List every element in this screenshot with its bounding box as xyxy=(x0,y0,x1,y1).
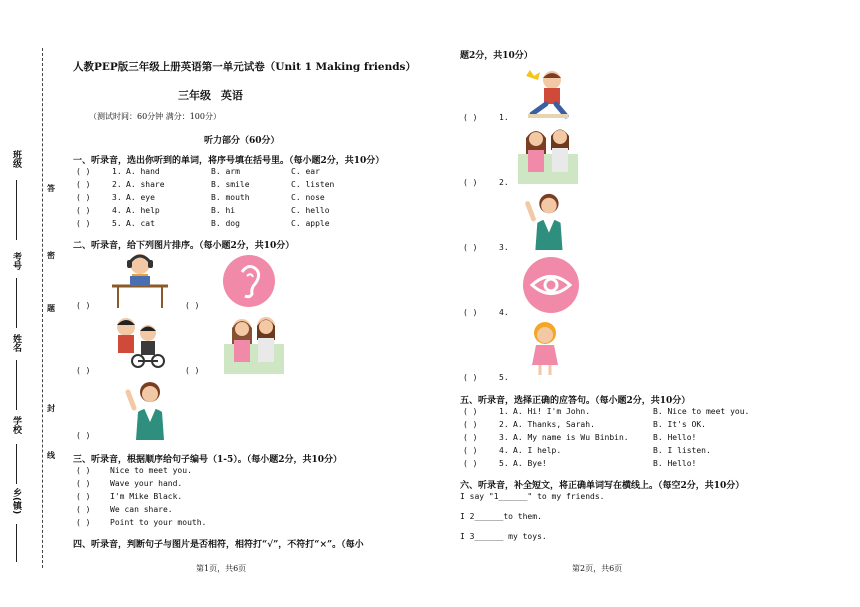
answer-paren[interactable]: ( ) xyxy=(463,373,478,382)
list-item xyxy=(76,466,376,478)
item-number: 3. xyxy=(112,193,122,202)
section-5-heading: 五、听录音，选择正确的应答句。（每小题2分，共10分） xyxy=(460,396,691,406)
answer-paren[interactable]: ( ) xyxy=(463,308,478,317)
boys-scooter-picture xyxy=(108,315,174,369)
list-item xyxy=(76,505,376,517)
item-number: 5. xyxy=(499,459,509,468)
list-item xyxy=(76,492,376,504)
option-a: A. Bye! xyxy=(513,459,547,468)
seal-char-xian: 线 xyxy=(47,451,55,460)
option-a: A. My name is Wu Binbin. xyxy=(513,433,629,442)
item-number: 5. xyxy=(499,373,509,382)
answer-paren[interactable]: ( ) xyxy=(76,180,91,189)
option-a: A. I help. xyxy=(513,446,562,455)
option-a: A. Thanks, Sarah. xyxy=(513,420,595,429)
option-b: B. hi xyxy=(211,206,236,215)
answer-paren[interactable]: ( ) xyxy=(76,206,91,215)
list-item xyxy=(463,178,543,190)
option-a: A. hand xyxy=(126,167,160,176)
option-b: B. It's OK. xyxy=(653,420,706,429)
item-number: 1. xyxy=(112,167,122,176)
list-item xyxy=(76,193,416,205)
answer-paren[interactable]: ( ) xyxy=(76,492,91,501)
item-number: 3. xyxy=(499,243,509,252)
answer-paren[interactable]: ( ) xyxy=(463,433,478,442)
woman-waving-picture xyxy=(518,190,576,250)
option-b: B. mouth xyxy=(211,193,250,202)
list-item xyxy=(76,518,376,530)
page-2-footer: 第2页，共6页 xyxy=(572,564,623,573)
option-b: B. Hello! xyxy=(653,459,697,468)
option-b: B. Nice to meet you. xyxy=(653,407,750,416)
seal-char-feng: 封 xyxy=(47,404,55,413)
option-c: C. listen xyxy=(291,180,335,189)
item-number: 5. xyxy=(112,219,122,228)
option-b: B. dog xyxy=(211,219,240,228)
option-c: C. apple xyxy=(291,219,330,228)
list-item xyxy=(463,407,803,419)
school-label: 学校 xyxy=(11,416,21,434)
exam-title: 人教PEP版三年级上册英语第一单元试卷（Unit 1 Making friends） xyxy=(73,61,416,73)
option-c: C. hello xyxy=(291,206,330,215)
list-item xyxy=(76,206,416,218)
option-a: A. eye xyxy=(126,193,155,202)
answer-paren[interactable]: ( ) xyxy=(76,366,91,375)
seal-dashed-line xyxy=(42,48,43,568)
option-b: B. Hello! xyxy=(653,433,697,442)
section-2-heading: 二、听录音，给下列图片排序。（每小题2分，共10分） xyxy=(73,241,295,251)
township-label: 乡(镇) xyxy=(11,488,21,515)
seal-char-mi: 密 xyxy=(47,251,55,260)
boy-hurt-picture xyxy=(518,66,574,120)
seal-char-da: 答 xyxy=(47,184,55,193)
section-3-heading: 三、听录音，根据顺序给句子编号（1-5）。（每小题2分，共10分） xyxy=(73,455,343,465)
ear-picture xyxy=(222,254,276,308)
option-a: A. Hi! I'm John. xyxy=(513,407,591,416)
school-field[interactable] xyxy=(16,444,17,484)
item-number: 4. xyxy=(499,446,509,455)
name-field[interactable] xyxy=(16,360,17,410)
sentence-text: Wave your hand. xyxy=(110,479,183,488)
woman-waving-picture xyxy=(120,378,176,440)
answer-paren[interactable]: ( ) xyxy=(463,420,478,429)
section-4-heading: 四、听录音，判断句子与图片是否相符，相符打“√”，不符打“×”。（每小 xyxy=(73,540,364,550)
list-item xyxy=(76,167,416,179)
section-1-heading: 一、听录音，选出你听到的单词，将序号填在括号里。（每小题2分，共10分） xyxy=(73,156,385,166)
list-item xyxy=(463,373,543,385)
answer-paren[interactable]: ( ) xyxy=(185,366,200,375)
listening-section-title: 听力部分（60分） xyxy=(204,136,280,146)
section-6-heading: 六、听录音，补全短文，将正确单词写在横线上。（每空2分，共10分） xyxy=(460,481,745,491)
eye-picture xyxy=(522,256,580,314)
binding-margin xyxy=(0,0,58,607)
list-item xyxy=(463,446,803,458)
list-item xyxy=(463,420,803,432)
option-b: B. smile xyxy=(211,180,250,189)
item-number: 4. xyxy=(499,308,509,317)
item-number: 3. xyxy=(499,433,509,442)
item-number: 1. xyxy=(499,113,509,122)
sentence-text: Nice to meet you. xyxy=(110,466,192,475)
item-number: 1. xyxy=(499,407,509,416)
list-item xyxy=(76,180,416,192)
two-girls-picture xyxy=(224,314,284,374)
exam-meta: （测试时间：60分钟 满分：100分） xyxy=(89,112,221,121)
class-label: 班级 xyxy=(11,150,21,168)
item-number: 2. xyxy=(112,180,122,189)
list-item xyxy=(76,219,416,231)
answer-paren[interactable]: ( ) xyxy=(463,243,478,252)
item-number: 2. xyxy=(499,178,509,187)
option-a: A. cat xyxy=(126,219,155,228)
exam-number-label: 考号 xyxy=(11,252,21,270)
answer-paren[interactable]: ( ) xyxy=(463,446,478,455)
sentence-text: Point to your mouth. xyxy=(110,518,207,527)
list-item xyxy=(463,433,803,445)
sentence-text: I'm Mike Black. xyxy=(110,492,183,501)
page-1-footer: 第1页，共6页 xyxy=(196,564,247,573)
item-number: 4. xyxy=(112,206,122,215)
list-item xyxy=(463,459,803,471)
item-number: 2. xyxy=(499,420,509,429)
two-girls-picture xyxy=(518,124,578,184)
answer-paren[interactable]: ( ) xyxy=(463,178,478,187)
girl-pink-dress-picture xyxy=(528,321,562,377)
answer-paren[interactable]: ( ) xyxy=(76,167,91,176)
answer-paren[interactable]: ( ) xyxy=(76,219,91,228)
township-field[interactable] xyxy=(16,524,17,562)
answer-paren[interactable]: ( ) xyxy=(76,431,91,440)
answer-paren[interactable]: ( ) xyxy=(76,466,91,475)
answer-paren[interactable]: ( ) xyxy=(463,459,478,468)
option-a: A. share xyxy=(126,180,165,189)
answer-paren[interactable]: ( ) xyxy=(76,193,91,202)
name-label: 姓名 xyxy=(11,334,21,352)
seal-char-ti: 题 xyxy=(47,304,55,313)
answer-paren[interactable]: ( ) xyxy=(463,407,478,416)
option-b: B. I listen. xyxy=(653,446,711,455)
answer-paren[interactable]: ( ) xyxy=(76,301,91,310)
answer-paren[interactable]: ( ) xyxy=(463,113,478,122)
list-item xyxy=(463,308,543,320)
option-b: B. arm xyxy=(211,167,240,176)
class-field[interactable] xyxy=(16,180,17,240)
answer-paren[interactable]: ( ) xyxy=(76,479,91,488)
answer-paren[interactable]: ( ) xyxy=(76,505,91,514)
list-item xyxy=(76,479,376,491)
fill-in-line-3[interactable]: I 3______ my toys. xyxy=(460,532,547,541)
fill-in-line-2[interactable]: I 2______to them. xyxy=(460,512,542,521)
section-4-heading-continued: 题2分，共10分） xyxy=(460,51,533,61)
exam-number-field[interactable] xyxy=(16,278,17,328)
boy-listening-picture xyxy=(108,250,172,310)
option-c: C. nose xyxy=(291,193,325,202)
answer-paren[interactable]: ( ) xyxy=(76,518,91,527)
fill-in-line-1[interactable]: I say "1______" to my friends. xyxy=(460,492,605,501)
option-c: C. ear xyxy=(291,167,320,176)
sentence-text: We can share. xyxy=(110,505,173,514)
option-a: A. help xyxy=(126,206,160,215)
list-item xyxy=(463,243,543,255)
answer-paren[interactable]: ( ) xyxy=(185,301,200,310)
exam-subtitle: 三年级 英语 xyxy=(178,89,243,102)
